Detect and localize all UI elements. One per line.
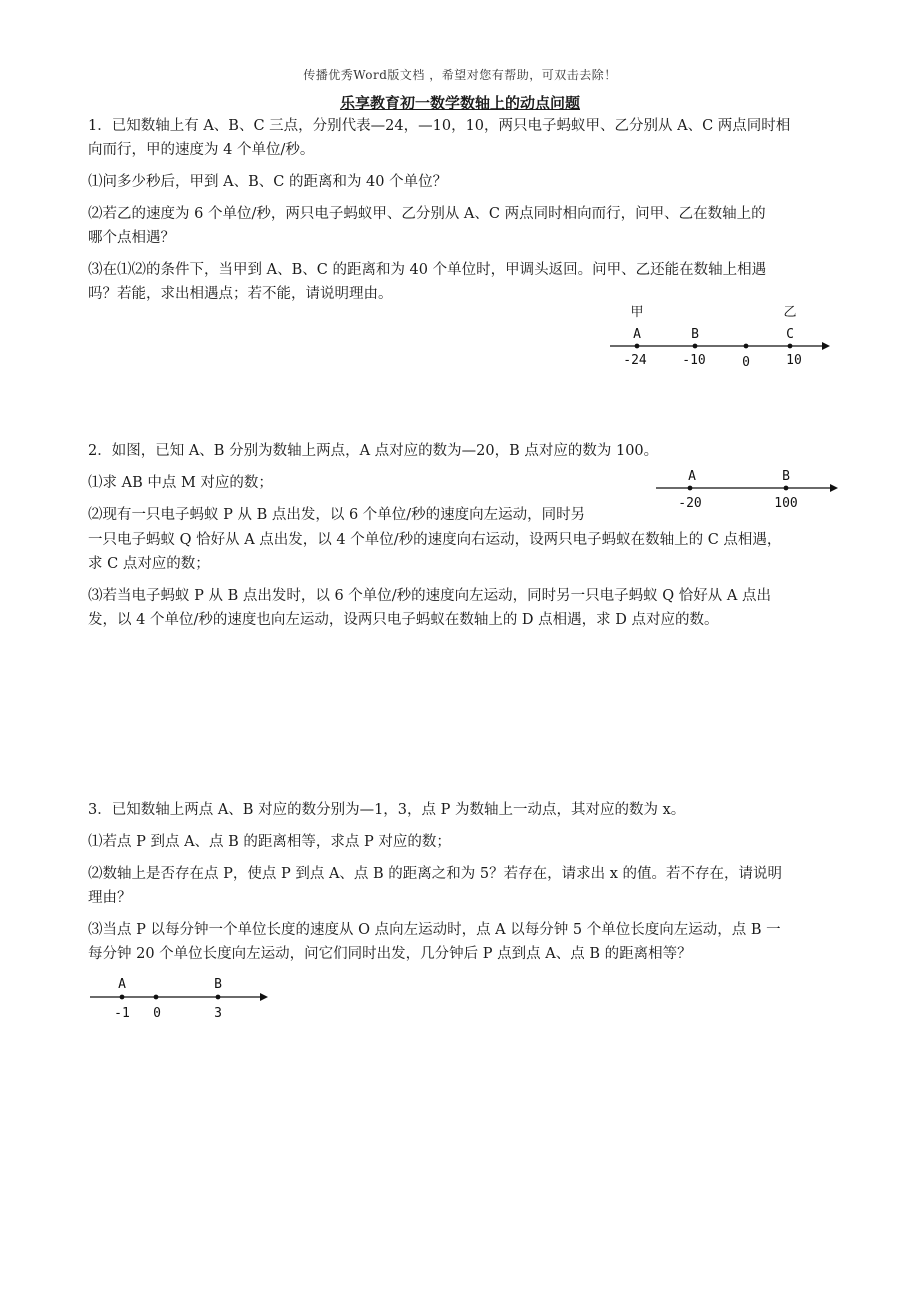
problem-2-question-2-line-2: 一只电子蚂蚁 Q 恰好从 A 点出发，以 4 个单位/秒的速度向右运动，设两只电子蚂蚁在数轴上的 C 点相遇， — [88, 532, 782, 548]
problem-3-question-2-line-2: 理由？ — [88, 890, 132, 906]
problem-2-number-line — [650, 462, 850, 522]
label-yi: 乙 — [783, 305, 797, 320]
point-b-dot — [784, 486, 789, 491]
point-a-dot — [688, 486, 693, 491]
point-b-label: B — [691, 327, 699, 342]
problem-1-question-3-line-2: 吗？若能，求出相遇点；若不能，请说明理由。 — [88, 286, 393, 302]
point-b-dot — [693, 344, 698, 349]
problem-2-stem: 2．如图，已知 A、B 分别为数轴上两点，A 点对应的数为—20，B 点对应的数为 100。 — [88, 443, 659, 459]
page-banner: 传播优秀Word版文档 ，希望对您有帮助，可双击去除！ — [303, 68, 617, 82]
point-b-label: B — [214, 977, 222, 992]
problem-1-question-1: ⑴问多少秒后，甲到 A、B、C 的距离和为 40 个单位？ — [88, 174, 448, 190]
problem-2-question-3-line-2: 发，以 4 个单位/秒的速度也向左运动，设两只电子蚂蚁在数轴上的 D 点相遇，求 D 点对应的数。 — [88, 612, 719, 628]
point-c-dot — [788, 344, 793, 349]
tick-label-b: 3 — [214, 1006, 222, 1021]
axis-arrow-icon — [830, 484, 838, 492]
tick-label-a: -24 — [623, 353, 647, 368]
problem-1-number-line — [600, 300, 840, 379]
problem-2-question-2-line-3: 求 C 点对应的数； — [88, 556, 210, 572]
point-a-dot — [635, 344, 640, 349]
page-title: 乐享教育初一数学数轴上的动点问题 — [339, 94, 580, 112]
problem-3-question-1: ⑴若点 P 到点 A、点 B 的距离相等，求点 P 对应的数； — [88, 834, 451, 850]
point-c-label: C — [786, 327, 794, 342]
problem-2-question-2-line-1: ⑵现有一只电子蚂蚁 P 从 B 点出发，以 6 个单位/秒的速度向左运动，同时另 — [88, 507, 586, 523]
point-a-label: A — [633, 327, 641, 342]
problem-1-question-3-line-1: ⑶在⑴⑵的条件下，当甲到 A、B、C 的距离和为 40 个单位时，甲调头返回。问甲、乙还能在数轴上相遇 — [88, 262, 767, 278]
point-a-dot — [120, 995, 125, 1000]
point-b-dot — [216, 995, 221, 1000]
tick-label-b: 100 — [774, 496, 798, 511]
problem-3-stem: 3．已知数轴上两点 A、B 对应的数分别为—1，3，点 P 为数轴上一动点，其对应的数为 x。 — [88, 802, 686, 818]
problem-1-question-2-line-1: ⑵若乙的速度为 6 个单位/秒，两只电子蚂蚁甲、乙分别从 A、C 两点同时相向而行，问甲、乙在数轴上的 — [88, 206, 766, 222]
problem-1-stem-line-1: 1．已知数轴上有 A、B、C 三点，分别代表—24，—10，10，两只电子蚂蚁甲、乙分别从 A、C 两点同时相 — [88, 118, 791, 134]
tick-label-a: -1 — [114, 1006, 130, 1021]
tick-label-a: -20 — [678, 496, 702, 511]
label-jia: 甲 — [630, 305, 644, 320]
tick-label-origin: 0 — [153, 1006, 161, 1021]
tick-label-b: -10 — [682, 353, 706, 368]
point-a-label: A — [688, 469, 696, 484]
problem-3-number-line — [86, 972, 286, 1032]
problem-1-stem-line-2: 向而行，甲的速度为 4 个单位/秒。 — [88, 142, 315, 158]
tick-label-origin: 0 — [742, 355, 750, 370]
problem-2-question-1: ⑴求 AB 中点 M 对应的数； — [88, 475, 273, 491]
problem-3-question-2-line-1: ⑵数轴上是否存在点 P，使点 P 到点 A、点 B 的距离之和为 5？若存在，请求出 x 的值。若不存在，请说明 — [88, 866, 783, 882]
axis-arrow-icon — [260, 993, 268, 1001]
origin-dot — [154, 995, 159, 1000]
tick-label-c: 10 — [786, 353, 802, 368]
point-a-label: A — [118, 977, 126, 992]
point-b-label: B — [782, 469, 790, 484]
origin-dot — [744, 344, 749, 349]
problem-1-question-2-line-2: 哪个点相遇？ — [88, 230, 175, 246]
problem-3-question-3-line-2: 每分钟 20 个单位长度向左运动，问它们同时出发，几分钟后 P 点到点 A、点 B 的距离相等？ — [88, 946, 692, 962]
axis-arrow-icon — [822, 342, 830, 350]
problem-3-question-3-line-1: ⑶当点 P 以每分钟一个单位长度的速度从 O 点向左运动时，点 A 以每分钟 5 个单位长度向左运动，点 B 一 — [88, 922, 781, 938]
problem-2-question-3-line-1: ⑶若当电子蚂蚁 P 从 B 点出发时，以 6 个单位/秒的速度向左运动，同时另一只电子蚂蚁 Q 恰好从 A 点出 — [88, 588, 771, 604]
